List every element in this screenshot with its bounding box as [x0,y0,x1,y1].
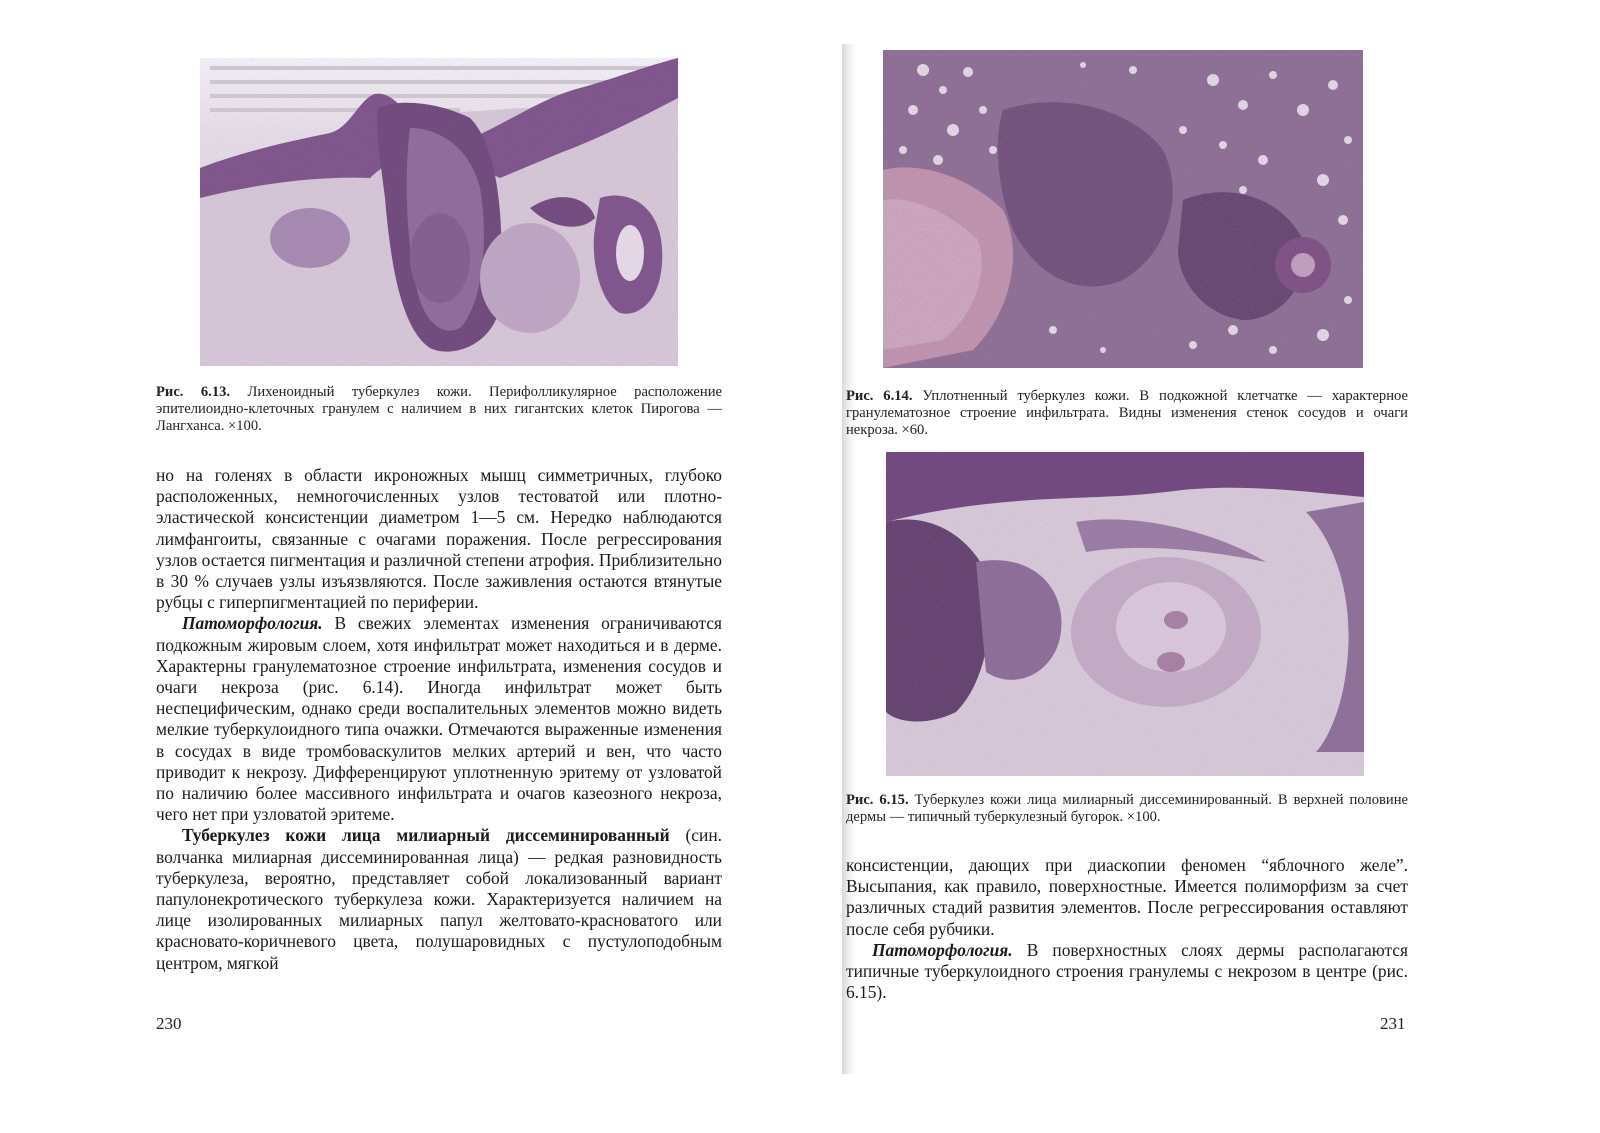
lichenoid-tuberculosis-micrograph [200,58,678,366]
figure-6-14-caption [846,388,1408,439]
right-paragraph-1: консистенции, дающих при диаскопии феномен “яблочного желе”. Высыпания, как правило, поверхностные. Имеется полиморфизм за счет различных стадий развития элементов. После регрессирования оставляют после себя рубчики. [846,855,1408,939]
right-page [842,0,1600,1133]
right-paragraph-2 [846,940,1408,1004]
indurated-tuberculosis-micrograph [883,50,1363,368]
left-paragraph-3-text: (син. волчанка милиарная диссеминированная лица) — редкая разновидность туберкулеза, вероятно, представляет собой локализованный вариант папулонекротического туберкулеза кожи. Характеризуется наличием на лице изолированных милиарных папул желтовато-красноватого или красновато-коричневого цвета, полушаровидных с пустулоподобным центром, мягкой [156,825,722,973]
left-paragraph-2-text: В свежих элементах изменения ограничиваются подкожным жировым слоем, хотя инфильтрат может находиться и в дерме. Характерны гранулематозное строение инфильтрата, изменения сосудов и очаги некроза (рис. 6.14). Иногда инфильтрат может быть неспецифическим, однако среди воспалительных элементов можно видеть мелкие туберкулоидного типа очажки. Отмечаются выраженные изменения в сосудах в виде тромбоваскулитов мелких артерий и вен, что часто приводит к некрозу. Дифференцируют уплотненную эритему от узловатой по наличию более массивного инфильтрата и очагов казеозного некроза, чего нет при узловатой эритеме. [156,613,722,825]
pathomorphology-heading: Патоморфология. [182,613,323,634]
left-paragraph-2 [156,613,722,825]
figure-6-15-caption [846,792,1408,826]
miliary-disseminated-tuberculosis-micrograph [886,452,1364,776]
figure-6-14-caption-text: Уплотненный туберкулез кожи. В подкожной клетчатке — характерное гранулематозное строение инфильтрата. Видны изменения стенок сосудов и очаги некроза. ×60. [846,388,1408,438]
figure-6-13-caption-text: Лихеноидный туберкулез кожи. Перифолликулярное расположение эпителиоидно-клеточных гранулем с наличием в них гигантских клеток Пирогова — Лангханса. ×100. [156,384,722,434]
figure-6-13-label: Рис. 6.13. [156,384,231,400]
disease-term-heading: Туберкулез кожи лица милиарный диссеминированный [182,825,670,846]
right-page-body [846,855,1408,1003]
figure-6-14-micrograph [883,50,1363,368]
left-paragraph-3 [156,825,722,973]
page-number-left: 230 [156,1014,182,1033]
figure-6-15-micrograph [886,452,1364,776]
figure-6-15-caption-text: Туберкулез кожи лица милиарный диссеминированный. В верхней половине дермы — типичный туберкулезный бугорок. ×100. [846,792,1408,825]
left-paragraph-1: но на голенях в области икроножных мышц симметричных, глубоко расположенных, немногочисленных узлов тестоватой или плотно-эластической консистенции диаметром 1—5 см. Нередко наблюдаются лимфангоиты, связанные с очагами поражения. После регрессирования узлов остается пигментация и различной степени атрофия. Приблизительно в 30 % случаев узлы изъязвляются. После заживления остаются втянутые рубцы с гиперпигментацией по периферии. [156,465,722,613]
page-number-right: 231 [1380,1014,1406,1033]
figure-6-13-micrograph [200,58,678,366]
figure-6-14-label: Рис. 6.14. [846,388,913,404]
left-page-body [156,465,722,974]
pathomorphology-heading-right: Патоморфология. [872,939,1013,960]
figure-6-13-caption [156,384,722,435]
figure-6-15-label: Рис. 6.15. [846,792,909,808]
right-paragraph-2-text: В поверхностных слоях дермы располагаются типичные туберкулоидного строения гранулемы с некрозом в центре (рис. 6.15). [846,939,1408,1003]
